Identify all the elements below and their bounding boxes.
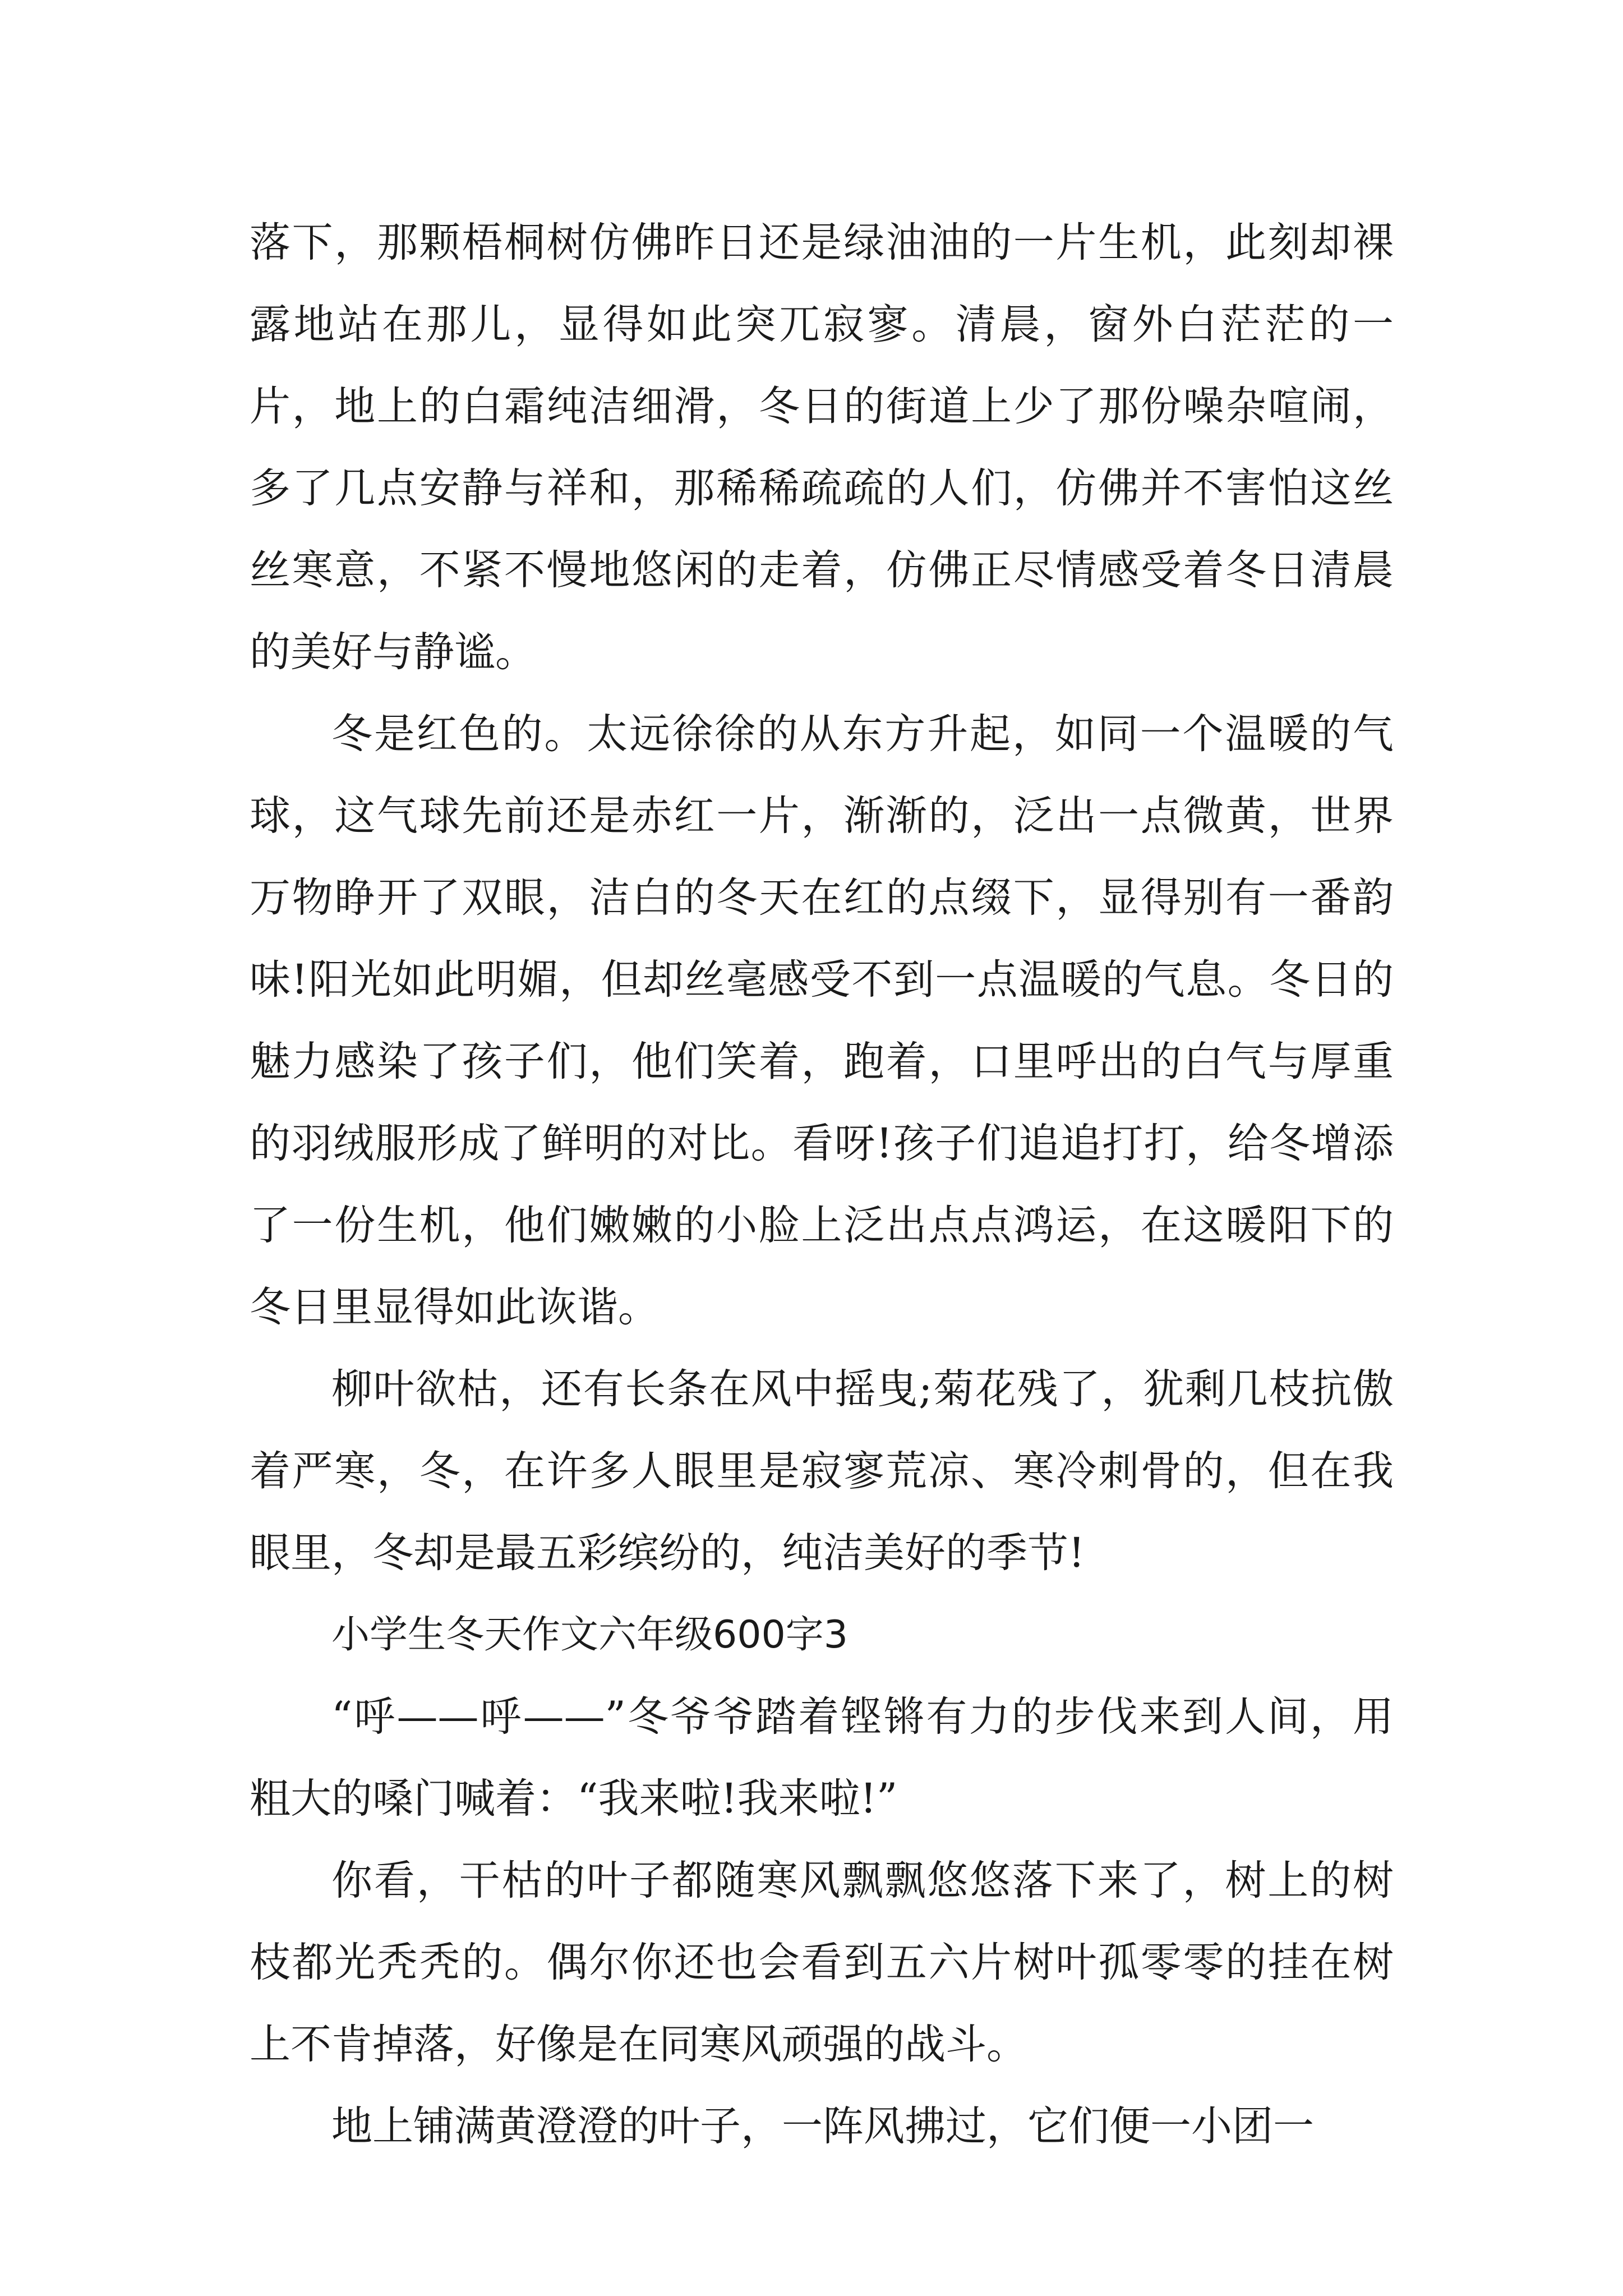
paragraph-red-winter: 冬是红色的。太远徐徐的从东方升起，如同一个温暖的气球，这气球先前还是赤红一片，渐渐的，泛出一点微黄，世界万物睁开了双眼，洁白的冬天在红的点缀下，显得别有一番韵味!阳光如此明媚，但却丝毫感受不到一点温暖的气息。冬日的魅力感染了孩子们，他们笑着，跑着，口里呼出的白气与厚重的羽绒服形成了鲜明的对比。看呀!孩子们追追打打，给冬增添了一份生机，他们嫩嫩的小脸上泛出点点鸿运，在这暖阳下的冬日里显得如此诙谐。 [250, 710, 1394, 1331]
paragraph-continuation: 落下，那颗梧桐树仿佛昨日还是绿油油的一片生机，此刻却裸露地站在那儿，显得如此突兀寂寥。清晨，窗外白茫茫的一片，地上的白霜纯洁细滑，冬日的街道上少了那份噪杂喧闹，多了几点安静与祥和，那稀稀疏疏的人们，仿佛并不害怕这丝丝寒意，不紧不慢地悠闲的走着，仿佛正尽情感受着冬日清晨的美好与静谧。 [250, 219, 1394, 676]
essay-heading: 小学生冬天作文六年级600字3 [331, 1613, 849, 1657]
paragraph-withered-leaves: 你看，干枯的叶子都随寒风飘飘悠悠落下来了，树上的树枝都光秃秃的。偶尔你还也会看到五六片树叶孤零零的挂在树上不肯掉落，好像是在同寒风顽强的战斗。 [250, 1857, 1394, 2068]
document-body [250, 202, 1394, 2168]
paragraph-willow-chrysanthemum: 柳叶欲枯，还有长条在风中摇曳;菊花残了，犹剩几枝抗傲着严寒，冬，在许多人眼里是寂寥荒凉、寒冷刺骨的，但在我眼里，冬却是最五彩缤纷的，纯洁美好的季节! [250, 1365, 1394, 1577]
paragraph-grandpa-winter: “呼——呼——”冬爷爷踏着铿锵有力的步伐来到人间，用粗大的嗓门喊着：“我来啦!我来啦!” [250, 1693, 1394, 1823]
paragraph-yellow-leaves: 地上铺满黄澄澄的叶子，一阵风拂过，它们便一小团一 [331, 2102, 1314, 2150]
